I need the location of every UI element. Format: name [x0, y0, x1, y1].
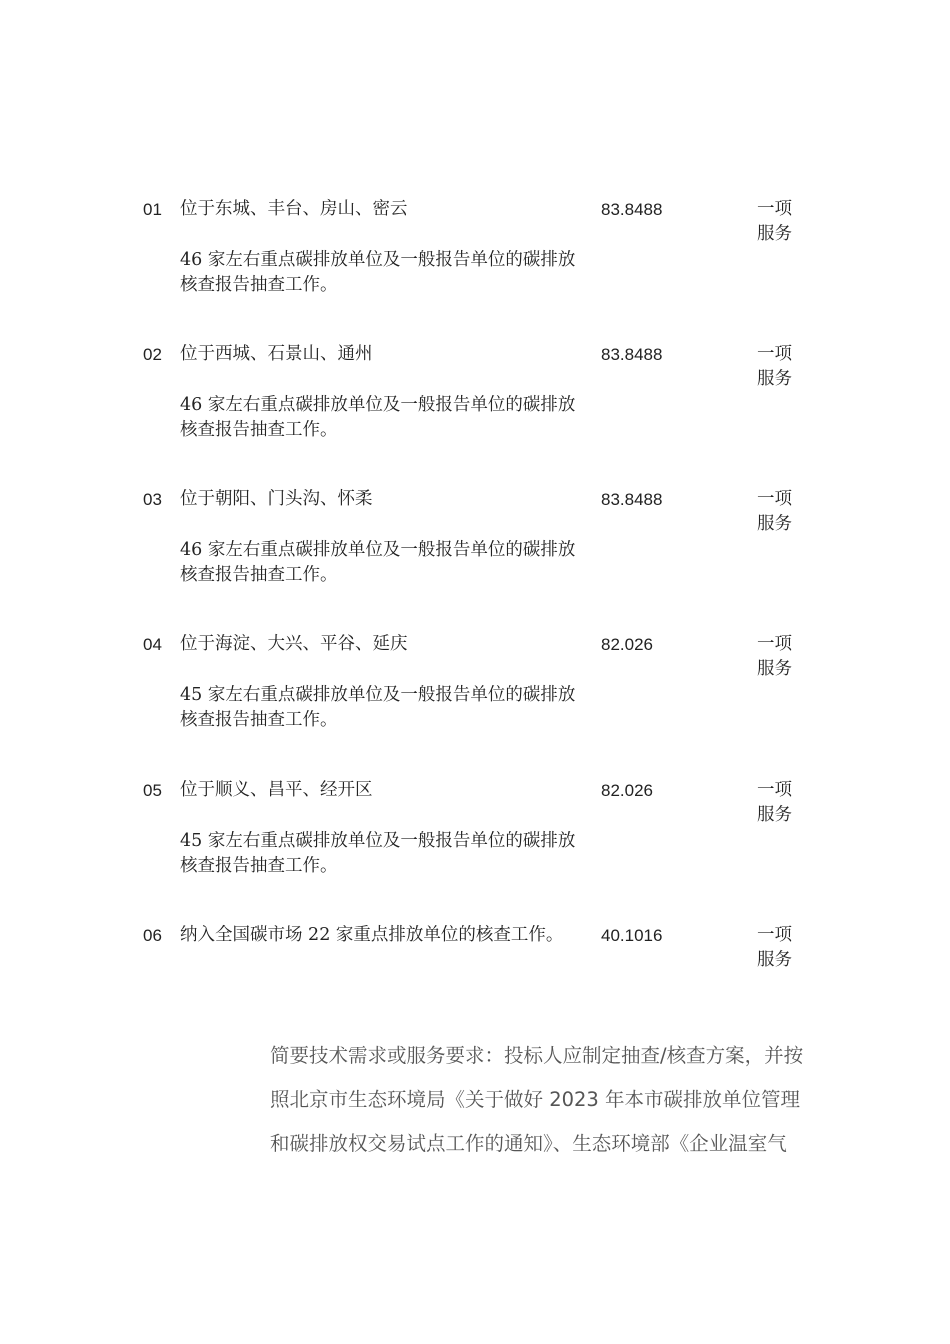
row-amount: 82.026 — [601, 635, 653, 654]
row-unit: 一项服务 — [757, 634, 792, 679]
row-title: 位于顺义、昌平、经开区 — [180, 780, 373, 800]
row-title: 位于海淀、大兴、平谷、延庆 — [180, 634, 408, 654]
row-unit: 一项服务 — [757, 344, 792, 389]
row-amount: 83.8488 — [601, 200, 663, 219]
table-row — [0, 778, 950, 918]
row-number: 01 — [143, 200, 162, 219]
row-description — [180, 197, 590, 298]
row-description — [180, 778, 590, 879]
row-unit: 一项服务 — [757, 199, 792, 244]
table-row — [0, 487, 950, 627]
row-description — [180, 632, 590, 733]
row-unit: 一项服务 — [757, 780, 792, 825]
row-title: 纳入全国碳市场 22 家重点排放单位的核查工作。 — [180, 925, 564, 945]
row-number: 02 — [143, 345, 162, 364]
table-row — [0, 342, 950, 482]
row-detail: 46 家左右重点碳排放单位及一般报告单位的碳排放核查报告抽查工作。 — [180, 395, 576, 440]
row-detail: 45 家左右重点碳排放单位及一般报告单位的碳排放核查报告抽查工作。 — [180, 831, 576, 876]
row-title: 位于西城、石景山、通州 — [180, 344, 373, 364]
row-detail: 46 家左右重点碳排放单位及一般报告单位的碳排放核查报告抽查工作。 — [180, 250, 576, 295]
row-amount: 83.8488 — [601, 345, 663, 364]
row-title: 位于东城、丰台、房山、密云 — [180, 199, 408, 219]
row-description — [180, 487, 590, 588]
row-detail: 46 家左右重点碳排放单位及一般报告单位的碳排放核查报告抽查工作。 — [180, 540, 576, 585]
row-description — [180, 342, 590, 443]
row-number: 06 — [143, 926, 162, 945]
requirements-line: 简要技术需求或服务要求：投标人应制定抽查/核查方案，并按 — [270, 1044, 804, 1067]
requirements-paragraph — [270, 1034, 804, 1166]
row-description — [180, 923, 590, 948]
row-number: 05 — [143, 781, 162, 800]
row-amount: 40.1016 — [601, 926, 663, 945]
table-row — [0, 632, 950, 772]
row-unit: 一项服务 — [757, 925, 792, 970]
row-title: 位于朝阳、门头沟、怀柔 — [180, 489, 373, 509]
row-detail: 45 家左右重点碳排放单位及一般报告单位的碳排放核查报告抽查工作。 — [180, 685, 576, 730]
row-number: 04 — [143, 635, 162, 654]
row-number: 03 — [143, 490, 162, 509]
row-amount: 83.8488 — [601, 490, 663, 509]
row-amount: 82.026 — [601, 781, 653, 800]
requirements-line: 和碳排放权交易试点工作的通知》、生态环境部《企业温室气 — [270, 1132, 787, 1155]
table-row — [0, 197, 950, 337]
requirements-line: 照北京市生态环境局《关于做好 2023 年本市碳排放单位管理 — [270, 1088, 801, 1111]
row-unit: 一项服务 — [757, 489, 792, 534]
